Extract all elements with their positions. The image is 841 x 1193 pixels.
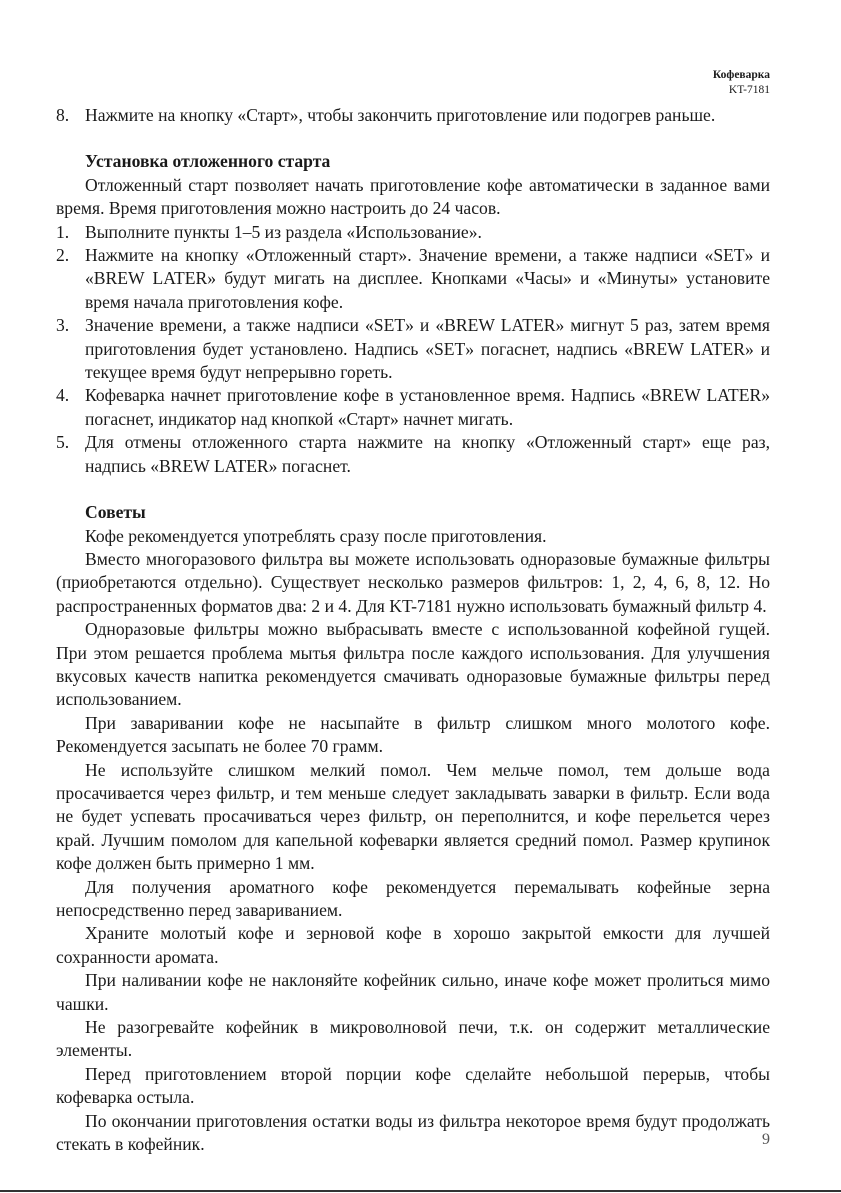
list-text: Для отмены отложенного старта нажмите на кнопку «Отложенный старт» еще раз, надпись «BREW LATER» погаснет. — [85, 432, 770, 476]
list-text: Кофеварка начнет приготовление кофе в установленное время. Надпись «BREW LATER» погаснет, индикатор над кнопкой «Старт» начнет мигать. — [85, 385, 770, 429]
list-text: Выполните пункты 1–5 из раздела «Использование». — [85, 221, 482, 242]
page-number: 9 — [762, 1131, 770, 1148]
paragraph: По окончании приготовления остатки воды из фильтра некоторое время будут продолжать стекать в кофейник. — [56, 1110, 770, 1155]
paragraph: Отложенный старт позволяет начать приготовление кофе автоматически в заданное вами время. Время приготовления можно настроить до 24 часов. — [56, 174, 770, 219]
paragraph: Храните молотый кофе и зерновой кофе в хорошо закрытой емкости для лучшей сохранности аромата. — [56, 923, 770, 967]
page-header — [713, 68, 770, 98]
list-item — [56, 384, 770, 431]
list-text: Нажмите на кнопку «Старт», чтобы закончить приготовление или подогрев раньше. — [85, 105, 716, 125]
list-text: Значение времени, а также надписи «SET» и «BREW LATER» мигнут 5 раз, затем время приготовления будет установлено. Надпись «SET» погаснет, надпись «BREW LATER» и текущее время будут непрерывно гореть. — [85, 315, 770, 383]
page-content — [56, 104, 770, 1156]
list-number: 2. — [56, 245, 70, 266]
bottom-divider — [0, 1190, 841, 1192]
paragraph: Кофе рекомендуется употреблять сразу после приготовления. — [85, 525, 547, 546]
list-item — [56, 104, 770, 127]
list-item — [56, 221, 770, 244]
list-item — [56, 314, 770, 384]
header-brand: Кофеварка — [712, 69, 770, 81]
paragraph: Перед приготовлением второй порции кофе сделайте небольшой перерыв, чтобы кофеварка остыла. — [56, 1063, 770, 1108]
paragraph: Одноразовые фильтры можно выбрасывать вместе с использованной кофейной гущей. При этом решается проблема мытья фильтра после каждого использования. Для улучшения вкусовых качеств напитка рекомендуется смачивать одноразовые бумажные фильтры перед использованием. — [56, 619, 770, 710]
list-number: 4. — [56, 385, 70, 406]
header-model: KT-7181 — [728, 84, 770, 96]
list-number: 3. — [56, 315, 70, 336]
list-text: Нажмите на кнопку «Отложенный старт». Значение времени, а также надписи «SET» и «BREW LATER» будут мигать на дисплее. Кнопками «Часы» и «Минуты» установите время начала приготовления кофе. — [85, 245, 770, 312]
section-heading-tips: Советы — [85, 502, 146, 523]
section-heading-delayed-start: Установка отложенного старта — [85, 151, 331, 172]
paragraph: При наливании кофе не наклоняйте кофейник сильно, иначе кофе может пролиться мимо чашки. — [56, 970, 770, 1014]
paragraph: При заваривании кофе не насыпайте в фильтр слишком много молотого кофе. Рекомендуется засыпать не более 70 грамм. — [56, 712, 770, 757]
paragraph: Для получения ароматного кофе рекомендуется перемалывать кофейные зерна непосредственно перед завариванием. — [56, 876, 770, 920]
paragraph: Вместо многоразового фильтра вы можете использовать одноразовые бумажные фильтры (приобретаются отдельно). Существует несколько размеров фильтров: 1, 2, 4, 6, 8, 12. Но распространенных форматов два: 2 и 4. Для KT-7181 нужно использовать бумажный фильтр 4. — [56, 548, 770, 616]
list-number: 1. — [56, 221, 70, 242]
list-item — [56, 244, 770, 314]
list-item — [56, 431, 770, 478]
paragraph: Не разогревайте кофейник в микроволновой печи, т.к. он содержит металлические элементы. — [56, 1017, 770, 1061]
list-number: 5. — [56, 432, 70, 453]
list-number: 8. — [56, 105, 70, 125]
paragraph: Не используйте слишком мелкий помол. Чем мельче помол, тем дольше вода просачивается через фильтр, и тем меньше следует закладывать заварки в фильтр. Если вода не будет успевать просачиваться через фильтр, он переполнится, и кофе перельется через край. Лучшим помолом для капельной кофеварки является средний помол. Размер крупинок кофе должен быть примерно 1 мм. — [56, 759, 770, 874]
